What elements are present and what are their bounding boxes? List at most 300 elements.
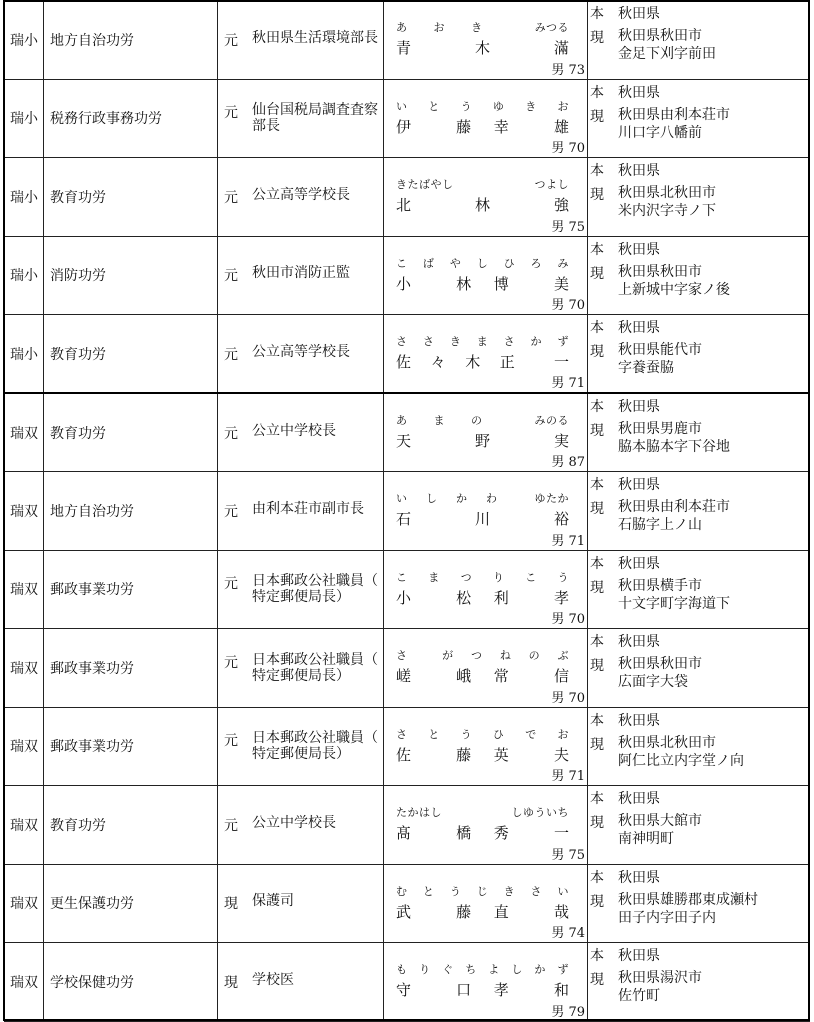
award-class-cell: 瑞小 xyxy=(5,236,44,315)
name-kanji xyxy=(396,116,569,137)
post-cell xyxy=(218,315,384,394)
furigana-char: たかはし xyxy=(396,806,442,819)
furigana-char: り xyxy=(492,570,505,584)
name-char: 美 xyxy=(553,274,569,293)
name-furigana xyxy=(396,726,569,742)
table-row xyxy=(5,236,810,315)
name-cell xyxy=(384,786,588,865)
merit-type-cell: 学校保健功労 xyxy=(44,943,218,1022)
name-furigana xyxy=(396,412,569,428)
address-line xyxy=(590,812,702,848)
award-class-cell: 瑞双 xyxy=(5,864,44,943)
address-cell xyxy=(588,79,810,158)
name-char: 佐 xyxy=(396,353,412,371)
address-line xyxy=(590,734,744,770)
name-char: 藤 xyxy=(456,117,472,136)
address-line xyxy=(590,106,730,142)
furigana-char: あ xyxy=(396,21,408,34)
merit-type-cell: 税務行政事務功労 xyxy=(44,79,218,158)
furigana-char: ま xyxy=(428,570,440,584)
honseki-line xyxy=(590,317,660,337)
name-cell xyxy=(384,707,588,786)
name-kanji xyxy=(396,37,569,58)
address-line xyxy=(590,27,716,63)
name-char: 雄 xyxy=(553,117,569,136)
furigana-char: ぶ xyxy=(557,649,569,662)
name-char: 哉 xyxy=(553,902,569,921)
address-label: 現 xyxy=(590,579,604,596)
name-char: 橋 xyxy=(456,824,472,842)
post-cell xyxy=(218,236,384,315)
post-cell xyxy=(218,629,384,708)
honseki-label: 本 xyxy=(590,948,604,964)
post-cell xyxy=(218,393,384,472)
honseki-value: 秋田県 xyxy=(618,869,660,886)
name-char: 峨 xyxy=(456,667,472,685)
name-furigana xyxy=(396,804,569,820)
name-char: 北 xyxy=(396,196,412,214)
merit-type-cell: 郵政事業功労 xyxy=(44,550,218,629)
honseki-line xyxy=(590,710,660,730)
table-row xyxy=(5,158,810,237)
post-title: 公立中学校長 xyxy=(252,814,336,831)
honseki-value: 秋田県 xyxy=(618,163,660,179)
address-line xyxy=(590,184,716,220)
address-line xyxy=(590,655,702,691)
gender-age: 男 70 xyxy=(551,690,585,706)
furigana-char: か xyxy=(530,335,543,348)
honseki-label: 本 xyxy=(590,791,604,807)
award-class-cell: 瑞双 xyxy=(5,943,44,1022)
post-cell xyxy=(218,943,384,1022)
post-prefix: 元 xyxy=(224,189,238,206)
award-class-cell: 瑞小 xyxy=(5,158,44,237)
gender-age: 男 70 xyxy=(551,612,585,627)
address-line xyxy=(590,420,730,456)
furigana-char: ま xyxy=(476,335,489,348)
address-cell xyxy=(588,472,810,551)
post-prefix: 現 xyxy=(224,896,238,913)
name-furigana xyxy=(396,333,569,349)
post-cell xyxy=(218,158,384,237)
post-title: 学校医 xyxy=(252,971,294,988)
name-char: 林 xyxy=(474,196,490,214)
furigana-char: あ xyxy=(396,414,408,427)
address-cell xyxy=(588,393,810,472)
name-furigana xyxy=(396,647,569,663)
award-class-cell: 瑞双 xyxy=(5,629,44,708)
furigana-char: こ xyxy=(525,570,537,584)
honors-table xyxy=(4,0,810,1022)
name-char: 直 xyxy=(493,902,509,921)
name-char: 藤 xyxy=(456,902,472,921)
name-char: 藤 xyxy=(456,745,472,764)
name-cell xyxy=(384,943,588,1022)
honseki-label: 本 xyxy=(590,634,604,650)
table-row xyxy=(5,315,810,394)
table-row xyxy=(5,943,810,1022)
name-char: 伊 xyxy=(396,117,412,136)
post-prefix: 元 xyxy=(224,733,238,750)
name-cell xyxy=(384,315,588,394)
name-furigana xyxy=(396,883,569,899)
furigana-char: き xyxy=(449,335,462,348)
honseki-label: 本 xyxy=(590,712,604,729)
name-char: 髙 xyxy=(396,824,412,842)
merit-type-cell: 消防功労 xyxy=(44,236,218,315)
address-cell xyxy=(588,158,810,237)
honseki-value: 秋田県 xyxy=(618,791,660,807)
address-value: 秋田県北秋田市 米内沢字寺ノ下 xyxy=(618,185,716,219)
address-cell xyxy=(588,707,810,786)
merit-type-cell: 郵政事業功労 xyxy=(44,707,218,786)
post-prefix: 元 xyxy=(224,654,238,671)
honseki-line xyxy=(590,239,660,259)
name-char: 夫 xyxy=(553,745,569,764)
name-cell xyxy=(384,236,588,315)
post-title: 仙台国税局調査査察 部長 xyxy=(252,102,378,135)
honseki-label: 本 xyxy=(590,6,604,22)
name-char: 幸 xyxy=(493,117,509,136)
name-char: 常 xyxy=(493,667,509,685)
award-class-cell: 瑞双 xyxy=(5,472,44,551)
post-prefix: 元 xyxy=(224,576,238,593)
furigana-char: さ xyxy=(530,884,543,898)
furigana-char: い xyxy=(557,884,569,898)
name-kanji xyxy=(396,351,569,372)
furigana-char: ひ xyxy=(503,256,516,270)
address-value: 秋田県大館市 南神明町 xyxy=(618,813,702,847)
name-char: 木 xyxy=(474,39,490,57)
honseki-line xyxy=(590,945,660,965)
address-value: 秋田県雄勝郡東成瀬村 田子内字田子内 xyxy=(618,891,758,926)
post-title: 由利本荘市副市長 xyxy=(252,500,364,517)
furigana-char: つ xyxy=(470,649,483,662)
name-char: 武 xyxy=(396,902,412,921)
furigana-char: ね xyxy=(499,649,512,662)
post-prefix: 元 xyxy=(224,425,238,442)
furigana-char: き xyxy=(471,21,483,34)
furigana-char: い xyxy=(396,99,408,113)
name-cell xyxy=(384,472,588,551)
honseki-label: 本 xyxy=(590,555,604,572)
award-class-cell: 瑞双 xyxy=(5,393,44,472)
name-char: 一 xyxy=(553,824,569,842)
honseki-line xyxy=(590,867,660,887)
address-line xyxy=(590,969,702,1005)
honseki-line xyxy=(590,396,660,416)
post-title: 秋田県生活環境部長 xyxy=(252,29,378,46)
furigana-char: ま xyxy=(433,414,445,427)
name-char: 林 xyxy=(456,274,472,293)
post-cell xyxy=(218,1,384,80)
name-furigana xyxy=(396,569,569,585)
address-cell xyxy=(588,629,810,708)
furigana-char: き xyxy=(503,884,516,898)
table-row xyxy=(5,393,810,472)
address-line xyxy=(590,891,758,927)
post-prefix: 現 xyxy=(224,974,238,991)
post-title: 日本郵政公社職員（ 特定郵便局長） xyxy=(252,730,378,763)
table-row xyxy=(5,629,810,708)
furigana-char: きたばやし xyxy=(396,178,454,191)
furigana-char: みのる xyxy=(534,414,569,427)
name-char: 秀 xyxy=(493,824,509,842)
address-cell xyxy=(588,550,810,629)
furigana-char: ひ xyxy=(492,727,505,741)
furigana-char: と xyxy=(428,99,440,113)
address-label: 現 xyxy=(590,972,604,988)
address-value: 秋田県北秋田市 阿仁比立内字堂ノ向 xyxy=(618,734,744,769)
gender-age: 男 71 xyxy=(551,533,585,549)
award-class-cell: 瑞双 xyxy=(5,707,44,786)
gender-age: 男 74 xyxy=(551,926,585,941)
table-row xyxy=(5,79,810,158)
furigana-char: し xyxy=(511,963,523,976)
gender-age: 男 73 xyxy=(551,62,585,78)
honseki-value: 秋田県 xyxy=(618,634,660,650)
honseki-value: 秋田県 xyxy=(618,712,660,729)
furigana-char: と xyxy=(428,727,440,741)
gender-age: 男 70 xyxy=(551,141,585,156)
furigana-char: で xyxy=(525,727,537,741)
furigana-char: ろ xyxy=(530,256,543,270)
furigana-char: の xyxy=(528,649,541,662)
name-cell xyxy=(384,158,588,237)
table-row xyxy=(5,1,810,80)
honseki-value: 秋田県 xyxy=(618,6,660,22)
address-line xyxy=(590,498,730,534)
post-prefix: 元 xyxy=(224,268,238,285)
furigana-char: う xyxy=(449,884,462,898)
post-prefix: 元 xyxy=(224,817,238,834)
name-char: 佐 xyxy=(396,745,412,764)
furigana-char: り xyxy=(419,963,431,976)
address-label: 現 xyxy=(590,501,604,517)
name-char: 石 xyxy=(396,510,412,528)
name-char: 小 xyxy=(396,588,412,607)
name-char: 正 xyxy=(499,353,515,371)
furigana-char: や xyxy=(449,256,462,270)
name-char: 松 xyxy=(456,588,472,607)
address-value: 秋田県由利本荘市 石脇字上ノ山 xyxy=(618,499,730,533)
table-row xyxy=(5,707,810,786)
furigana-char: よ xyxy=(488,963,500,976)
post-title: 公立高等学校長 xyxy=(252,343,350,360)
address-cell xyxy=(588,786,810,865)
post-prefix: 元 xyxy=(224,32,238,49)
furigana-char: の xyxy=(471,414,483,427)
honseki-label: 本 xyxy=(590,399,604,415)
name-char: 孝 xyxy=(553,588,569,607)
honseki-label: 本 xyxy=(590,84,604,101)
furigana-char: みつる xyxy=(534,21,569,34)
address-label: 現 xyxy=(590,423,604,439)
name-furigana xyxy=(396,98,569,114)
honors-table-body xyxy=(5,1,810,1022)
gender-age: 男 75 xyxy=(551,219,585,235)
furigana-char: ば xyxy=(422,256,435,270)
name-cell xyxy=(384,79,588,158)
name-char: 裕 xyxy=(553,510,569,528)
name-furigana xyxy=(396,490,569,506)
furigana-char: わ xyxy=(486,492,498,505)
address-cell xyxy=(588,1,810,80)
name-kanji xyxy=(396,822,569,843)
honseki-value: 秋田県 xyxy=(618,477,660,493)
name-char: 滿 xyxy=(553,39,569,57)
name-char: 天 xyxy=(396,432,412,450)
name-char: 実 xyxy=(553,432,569,450)
furigana-char: じ xyxy=(476,884,489,898)
furigana-char: お xyxy=(433,21,446,34)
name-cell xyxy=(384,1,588,80)
honseki-label: 本 xyxy=(590,477,604,493)
name-kanji xyxy=(396,430,569,451)
address-label: 現 xyxy=(590,658,604,674)
address-cell xyxy=(588,315,810,394)
address-cell xyxy=(588,864,810,943)
address-value: 秋田県能代市 字養蚕脇 xyxy=(618,342,702,376)
name-cell xyxy=(384,629,588,708)
name-kanji xyxy=(396,901,569,922)
address-label: 現 xyxy=(590,893,604,910)
furigana-char: お xyxy=(557,99,569,113)
name-kanji xyxy=(396,273,569,294)
address-cell xyxy=(588,236,810,315)
post-title: 秋田市消防正監 xyxy=(252,265,350,282)
address-label: 現 xyxy=(590,815,604,831)
furigana-char: さ xyxy=(396,727,408,741)
name-char: 青 xyxy=(396,39,412,57)
address-line xyxy=(590,341,702,377)
furigana-char: み xyxy=(557,256,569,270)
address-label: 現 xyxy=(590,187,604,203)
address-value: 秋田県秋田市 広面字大袋 xyxy=(618,656,702,690)
gender-age: 男 71 xyxy=(551,376,585,391)
name-cell xyxy=(384,550,588,629)
address-label: 現 xyxy=(590,736,604,753)
furigana-char: と xyxy=(422,884,435,898)
award-class-cell: 瑞双 xyxy=(5,550,44,629)
furigana-char: こ xyxy=(396,256,408,270)
table-row xyxy=(5,786,810,865)
name-char: 木 xyxy=(465,353,481,371)
furigana-char: む xyxy=(396,884,408,898)
name-furigana xyxy=(396,176,569,192)
merit-type-cell: 教育功労 xyxy=(44,315,218,394)
name-kanji xyxy=(396,194,569,215)
post-prefix: 元 xyxy=(224,503,238,520)
name-char: 孝 xyxy=(493,981,509,999)
furigana-char: か xyxy=(534,963,546,976)
address-value: 秋田県湯沢市 佐竹町 xyxy=(618,970,702,1004)
name-furigana xyxy=(396,255,569,271)
honseki-label: 本 xyxy=(590,163,604,179)
gender-age: 男 75 xyxy=(551,847,585,863)
post-prefix: 元 xyxy=(224,346,238,363)
award-class-cell: 瑞小 xyxy=(5,315,44,394)
name-kanji xyxy=(396,587,569,608)
merit-type-cell: 更生保護功労 xyxy=(44,864,218,943)
name-kanji xyxy=(396,979,569,1000)
name-char: 川 xyxy=(474,510,490,528)
address-value: 秋田県由利本荘市 川口字八幡前 xyxy=(618,106,730,141)
address-value: 秋田県秋田市 上新城中字家ノ後 xyxy=(618,263,730,298)
award-class-cell: 瑞小 xyxy=(5,1,44,80)
address-label: 現 xyxy=(590,265,604,282)
honseki-line xyxy=(590,788,660,808)
post-cell xyxy=(218,707,384,786)
table-row xyxy=(5,864,810,943)
honseki-line xyxy=(590,631,660,651)
honseki-value: 秋田県 xyxy=(618,948,660,964)
furigana-char: ゆ xyxy=(492,99,505,113)
honseki-label: 本 xyxy=(590,320,604,336)
name-cell xyxy=(384,864,588,943)
name-char: 守 xyxy=(396,981,412,999)
name-char: 小 xyxy=(396,274,412,293)
furigana-char: き xyxy=(525,99,537,113)
post-title: 公立中学校長 xyxy=(252,422,336,439)
furigana-char: ぐ xyxy=(442,963,454,976)
post-cell xyxy=(218,786,384,865)
gender-age: 男 71 xyxy=(551,769,585,784)
furigana-char: さ xyxy=(396,649,408,662)
merit-type-cell: 教育功労 xyxy=(44,786,218,865)
furigana-char: しゆういち xyxy=(511,806,569,819)
honseki-label: 本 xyxy=(590,869,604,886)
furigana-char: さ xyxy=(503,335,516,348)
address-line xyxy=(590,263,730,299)
honseki-line xyxy=(590,82,660,102)
table-row xyxy=(5,550,810,629)
name-char: 和 xyxy=(553,981,569,999)
furigana-char: か xyxy=(456,492,468,505)
address-label: 現 xyxy=(590,344,604,360)
address-value: 秋田県横手市 十文字町字海道下 xyxy=(618,577,730,612)
name-char: 博 xyxy=(493,274,509,293)
name-char: 野 xyxy=(474,432,490,450)
post-title: 日本郵政公社職員（ 特定郵便局長） xyxy=(252,651,378,684)
honseki-line xyxy=(590,3,660,23)
honseki-line xyxy=(590,160,660,180)
name-char: 一 xyxy=(553,353,569,371)
honseki-value: 秋田県 xyxy=(618,84,660,101)
furigana-char: つ xyxy=(460,570,473,584)
name-kanji xyxy=(396,665,569,686)
furigana-char: が xyxy=(442,649,454,662)
post-cell xyxy=(218,864,384,943)
post-cell xyxy=(218,550,384,629)
furigana-char: う xyxy=(460,727,473,741)
address-value: 秋田県男鹿市 脇本脇本字下谷地 xyxy=(618,421,730,455)
name-char: 口 xyxy=(456,981,472,999)
honseki-value: 秋田県 xyxy=(618,555,660,572)
honseki-value: 秋田県 xyxy=(618,241,660,258)
name-cell xyxy=(384,393,588,472)
award-class-cell: 瑞小 xyxy=(5,79,44,158)
furigana-char: お xyxy=(557,727,569,741)
merit-type-cell: 教育功労 xyxy=(44,158,218,237)
post-title: 保護司 xyxy=(252,893,294,910)
honseki-line xyxy=(590,553,660,573)
address-label: 現 xyxy=(590,108,604,125)
furigana-char: ち xyxy=(465,963,477,976)
furigana-char: ず xyxy=(557,963,569,976)
furigana-char: し xyxy=(476,256,489,270)
honseki-value: 秋田県 xyxy=(618,320,660,336)
